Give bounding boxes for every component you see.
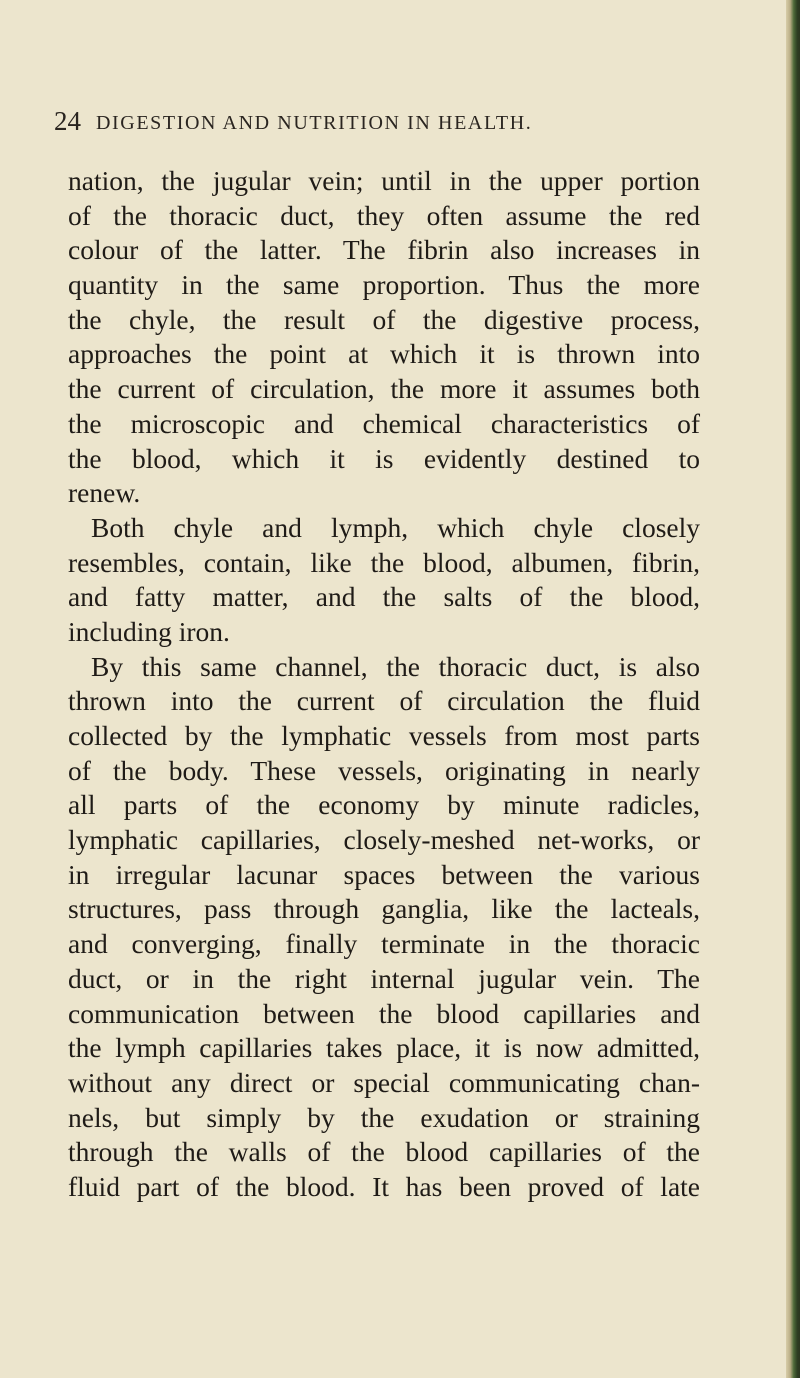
text-line: in irregular lacunar spaces between the various [68, 858, 700, 890]
running-head: DIGESTION AND NUTRITION IN HEALTH. [96, 112, 533, 134]
text-line: thrown into the current of circulation the fluid [68, 685, 700, 717]
text-line: lymphatic capillaries, closely-meshed net-works, or [68, 824, 700, 856]
text-line: the microscopic and chemical characteristics of [68, 407, 700, 439]
text-line: nation, the jugular vein; until in the upper portion [68, 165, 700, 196]
text-line: Both chyle and lymph, which chyle closely [91, 511, 700, 543]
text-line: the current of circulation, the more it assumes both [68, 373, 700, 405]
text-line: duct, or in the right internal jugular vein. The [68, 962, 700, 994]
text-line: quantity in the same proportion. Thus the more [68, 269, 700, 301]
text-line: and fatty matter, and the salts of the blood, [68, 581, 700, 613]
text-line: fluid part of the blood. It has been proved of late [68, 1170, 700, 1202]
text-line: collected by the lymphatic vessels from most parts [68, 720, 700, 751]
text-line: through the walls of the blood capillaries of the [68, 1136, 700, 1168]
text-line: By this same channel, the thoracic duct, is also [91, 650, 700, 682]
text-line: colour of the latter. The fibrin also increases in [68, 234, 700, 266]
text-line: the lymph capillaries takes place, it is now admitted, [68, 1032, 700, 1064]
text-line: the blood, which it is evidently destined to [68, 442, 700, 474]
text-line: without any direct or special communicating chan- [68, 1066, 700, 1098]
text-line: communication between the blood capillaries and [68, 997, 700, 1029]
text-line: of the body. These vessels, originating in nearly [68, 754, 700, 786]
page-header [54, 101, 714, 141]
text-line: approaches the point at which it is thrown into [68, 338, 700, 370]
text-line: all parts of the economy by minute radicles, [68, 789, 700, 821]
text-line: of the thoracic duct, they often assume the red [68, 199, 700, 231]
text-line: and converging, finally terminate in the thoracic [68, 928, 700, 960]
text-line: resembles, contain, like the blood, albumen, fibrin, [68, 546, 700, 578]
text-line: nels, but simply by the exudation or straining [68, 1101, 700, 1133]
page-number: 24 [54, 106, 81, 136]
text-line: structures, pass through ganglia, like the lacteals, [68, 893, 700, 925]
page-edge-binding [786, 0, 800, 1378]
text-line: renew. [68, 477, 141, 509]
text-line: including iron. [68, 615, 230, 647]
body-text [68, 164, 700, 1205]
text-line: the chyle, the result of the digestive process, [68, 303, 700, 335]
